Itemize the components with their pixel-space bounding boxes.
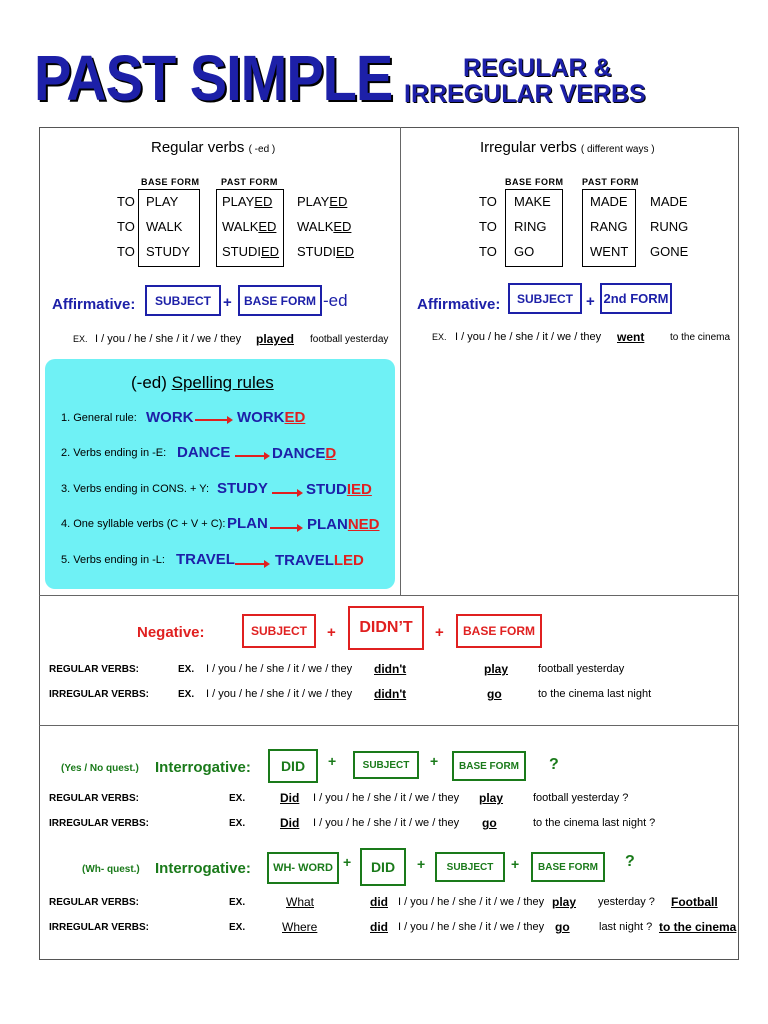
wh-row-2-type: IRREGULAR VERBS: bbox=[49, 922, 150, 933]
spelling-rule-2-label: 2. Verbs ending in -E: bbox=[61, 447, 167, 459]
yesno-row-2-aux: Did bbox=[280, 816, 300, 830]
wh-row-1-answer: Football bbox=[671, 895, 718, 909]
wh-plus-1: + bbox=[343, 854, 352, 870]
irregular-ex-rest: to the cinema bbox=[670, 332, 731, 343]
negative-row-1-ex: EX. bbox=[178, 664, 195, 675]
yesno-row-2-type: IRREGULAR VERBS: bbox=[49, 818, 150, 829]
spelling-rule-1-label: 1. General rule: bbox=[61, 412, 137, 424]
spelling-rule-2-arrow bbox=[235, 455, 265, 457]
wh-row-2-answer: to the cinema bbox=[659, 920, 737, 934]
wh-note: (Wh- quest.) bbox=[82, 864, 140, 875]
negative-subject-box: SUBJECT bbox=[242, 614, 316, 648]
regular-ex-pronouns: I / you / he / she / it / we / they bbox=[95, 333, 242, 345]
page-subtitle-line1: REGULAR & bbox=[463, 54, 612, 82]
negative-plus-2: + bbox=[435, 624, 444, 641]
yesno-plus-2: + bbox=[430, 753, 439, 769]
regular-base-form-box: BASE FORM bbox=[238, 285, 322, 316]
wh-plus-2: + bbox=[417, 856, 426, 872]
yesno-row-1-pronouns: I / you / he / she / it / we / they bbox=[313, 792, 460, 804]
irregular-ex-pronouns: I / you / he / she / it / we / they bbox=[455, 331, 602, 343]
yesno-note: (Yes / No quest.) bbox=[61, 763, 139, 774]
yesno-row-1-rest: football yesterday ? bbox=[533, 792, 629, 804]
negative-row-1-pronouns: I / you / he / she / it / we / they bbox=[206, 663, 353, 675]
negative-row-2-aux: didn't bbox=[374, 687, 407, 701]
regular-ex-label: EX. bbox=[73, 334, 88, 344]
wh-row-2-verb: go bbox=[555, 920, 570, 934]
regular-subject-box: SUBJECT bbox=[145, 285, 221, 316]
negative-label: Negative: bbox=[137, 624, 205, 641]
yesno-row-1-aux: Did bbox=[280, 791, 300, 805]
yesno-row-2-ex: EX. bbox=[229, 818, 246, 829]
regular-plus: + bbox=[223, 294, 232, 311]
spelling-rule-1-arrow bbox=[195, 419, 228, 421]
irregular-plus: + bbox=[586, 293, 595, 310]
spelling-rule-5-base: TRAVEL bbox=[176, 551, 235, 568]
negative-row-2-type: IRREGULAR VERBS: bbox=[49, 689, 150, 700]
irregular-second-form-box: 2nd FORM bbox=[600, 283, 672, 314]
wh-question-mark: ? bbox=[625, 853, 635, 870]
page-title: PAST SIMPLE bbox=[34, 41, 393, 114]
irregular-col-base: BASE FORM bbox=[505, 177, 564, 187]
regular-col-past: PAST FORM bbox=[221, 177, 278, 187]
wh-row-2-rest: last night ? bbox=[599, 921, 653, 933]
negative-base-form-box: BASE FORM bbox=[456, 614, 542, 648]
irregular-base-column: MAKE RING GO bbox=[514, 194, 551, 259]
wh-row-2-ex: EX. bbox=[229, 922, 246, 933]
wh-did-box: DID bbox=[360, 848, 406, 886]
negative-row-2-rest: to the cinema last night bbox=[538, 688, 652, 700]
regular-base-column: PLAY WALK STUDY bbox=[146, 194, 191, 259]
regular-affirmative-label: Affirmative: bbox=[52, 296, 136, 313]
spelling-rule-4-arrow bbox=[270, 527, 298, 529]
page-subtitle-line2: IRREGULAR VERBS bbox=[404, 80, 646, 108]
yesno-base-form-box: BASE FORM bbox=[452, 751, 526, 781]
column-divider bbox=[400, 127, 401, 595]
spelling-rule-3-result: STUDIED bbox=[306, 481, 372, 498]
spelling-rule-1-base: WORK bbox=[146, 409, 194, 426]
irregular-affirmative-label: Affirmative: bbox=[417, 296, 501, 313]
regular-ex-verb: played bbox=[256, 332, 295, 346]
yesno-row-1-verb: play bbox=[479, 791, 504, 805]
spelling-rule-3-label: 3. Verbs ending in CONS. + Y: bbox=[61, 483, 210, 495]
spelling-rule-5-result: TRAVELLED bbox=[275, 552, 364, 569]
yesno-row-1-ex: EX. bbox=[229, 793, 246, 804]
wh-row-2-aux: did bbox=[370, 920, 388, 934]
irregular-subject-box: SUBJECT bbox=[508, 283, 582, 314]
wh-row-1-ex: EX. bbox=[229, 897, 246, 908]
wh-word-box: WH- WORD bbox=[267, 852, 339, 884]
section-divider-negative bbox=[39, 595, 739, 596]
spelling-rule-4-base: PLAN bbox=[227, 515, 268, 532]
spelling-rule-5-arrow bbox=[235, 563, 265, 565]
irregular-ex-label: EX. bbox=[432, 332, 447, 342]
wh-subject-box: SUBJECT bbox=[435, 852, 505, 882]
regular-ex-rest: football yesterday bbox=[310, 334, 389, 345]
negative-row-2-ex: EX. bbox=[178, 689, 195, 700]
wh-row-1-aux: did bbox=[370, 895, 388, 909]
negative-row-2-verb: go bbox=[487, 687, 502, 701]
wh-label: Interrogative: bbox=[155, 860, 251, 877]
yesno-row-2-verb: go bbox=[482, 816, 497, 830]
wh-row-1-pronouns: I / you / he / she / it / we / they bbox=[398, 896, 545, 908]
negative-didnt-box: DIDN’T bbox=[348, 606, 424, 650]
regular-past-column: PLAYED WALKED STUDIED bbox=[222, 194, 280, 259]
negative-row-1-rest: football yesterday bbox=[538, 663, 625, 675]
irregular-ex-verb: went bbox=[617, 330, 645, 344]
negative-plus-1: + bbox=[327, 624, 336, 641]
section-divider-interrogative bbox=[39, 725, 739, 726]
spelling-rule-5-label: 5. Verbs ending in -L: bbox=[61, 554, 165, 566]
yesno-subject-box: SUBJECT bbox=[353, 751, 419, 779]
negative-row-1-verb: play bbox=[484, 662, 509, 676]
irregular-to-column: TO TO TO bbox=[479, 194, 497, 259]
spelling-rule-2-base: DANCE bbox=[177, 444, 231, 461]
regular-col-base: BASE FORM bbox=[141, 177, 200, 187]
regular-ed-suffix: -ed bbox=[323, 291, 348, 310]
spelling-rules-title: (-ed) Spelling rules bbox=[131, 373, 274, 392]
yesno-question-mark: ? bbox=[549, 756, 559, 773]
wh-row-1-wh: What bbox=[286, 895, 315, 909]
regular-to-column: TO TO TO bbox=[117, 194, 135, 259]
wh-plus-3: + bbox=[511, 856, 520, 872]
yesno-did-box: DID bbox=[268, 749, 318, 783]
regular-heading: Regular verbs ( -ed ) bbox=[151, 139, 276, 156]
irregular-heading: Irregular verbs ( different ways ) bbox=[480, 139, 655, 156]
spelling-rule-1-result: WORKED bbox=[237, 409, 306, 426]
yesno-plus-1: + bbox=[328, 753, 337, 769]
yesno-label: Interrogative: bbox=[155, 759, 251, 776]
spelling-rule-3-base: STUDY bbox=[217, 480, 268, 497]
spelling-rule-2-result: DANCED bbox=[272, 445, 337, 462]
yesno-row-1-type: REGULAR VERBS: bbox=[49, 793, 140, 804]
wh-row-2-pronouns: I / you / he / she / it / we / they bbox=[398, 921, 545, 933]
irregular-past-column: MADE RANG WENT bbox=[590, 194, 629, 259]
wh-base-form-box: BASE FORM bbox=[531, 852, 605, 882]
spelling-rule-4-result: PLANNED bbox=[307, 516, 380, 533]
negative-row-1-type: REGULAR VERBS: bbox=[49, 664, 140, 675]
wh-row-1-verb: play bbox=[552, 895, 577, 909]
spelling-rule-4-label: 4. One syllable verbs (C + V + C): bbox=[61, 518, 226, 530]
irregular-col-past: PAST FORM bbox=[582, 177, 639, 187]
regular-pp-column: PLAYED WALKED STUDIED bbox=[297, 194, 355, 259]
negative-row-2-pronouns: I / you / he / she / it / we / they bbox=[206, 688, 353, 700]
spelling-rule-3-arrow bbox=[272, 492, 298, 494]
negative-row-1-aux: didn't bbox=[374, 662, 407, 676]
wh-row-2-wh: Where bbox=[282, 920, 318, 934]
wh-row-1-rest: yesterday ? bbox=[598, 896, 655, 908]
wh-row-1-type: REGULAR VERBS: bbox=[49, 897, 140, 908]
irregular-pp-column: MADE RUNG GONE bbox=[650, 194, 689, 259]
yesno-row-2-pronouns: I / you / he / she / it / we / they bbox=[313, 817, 460, 829]
yesno-row-2-rest: to the cinema last night ? bbox=[533, 817, 656, 829]
